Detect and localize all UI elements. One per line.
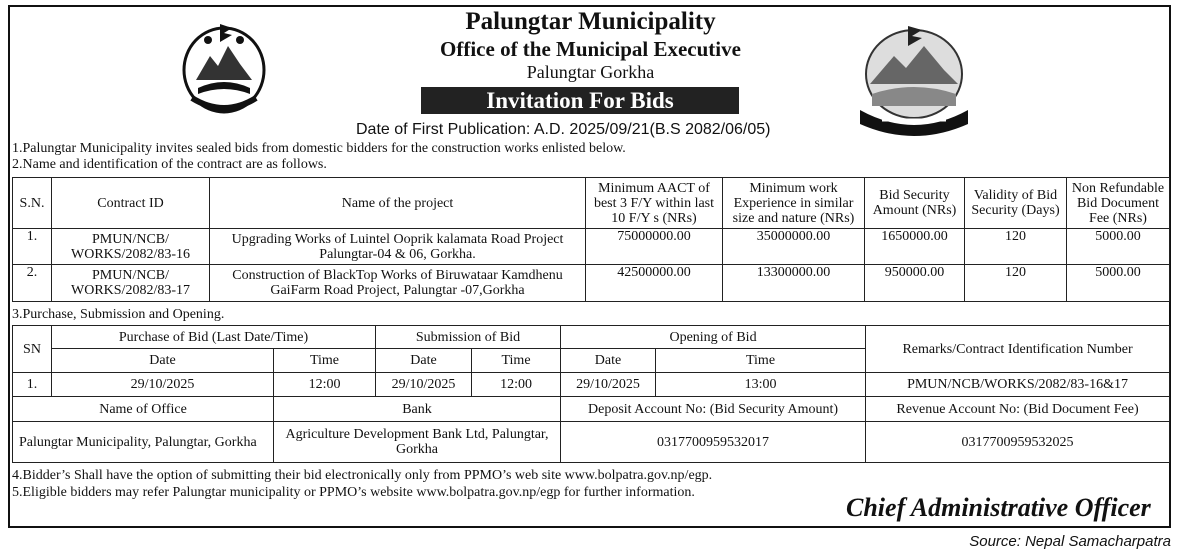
contracts-table bbox=[12, 177, 1170, 302]
note-5: 5.Eligible bidders may refer Palungtar municipality or PPMO’s website www.bolpatra.gov.np/egp for further information. bbox=[12, 485, 695, 500]
purchase-header: Purchase of Bid (Last Date/Time) bbox=[52, 326, 376, 349]
opening-time: 13:00 bbox=[656, 373, 866, 397]
note-1: 1.Palungtar Municipality invites sealed bids from domestic bidders for the construction works enlisted below. bbox=[12, 141, 626, 156]
submission-date-header: Date bbox=[376, 349, 472, 373]
purchase-date: 29/10/2025 bbox=[52, 373, 274, 397]
invitation-banner: Invitation For Bids bbox=[421, 87, 739, 114]
note-4: 4.Bidder’s Shall have the option of submitting their bid electronically only from PPMO’s web site www.bolpatra.gov.np/egp. bbox=[12, 468, 713, 483]
cell-project-name: Upgrading Works of Luintel Ooprik kalamata Road Project Palungtar-04 & 06, Gorkha. bbox=[210, 229, 586, 265]
cell-validity: 120 bbox=[965, 229, 1067, 265]
header-bid-security: Bid Security Amount (NRs) bbox=[865, 178, 965, 229]
office-name-header: Name of Office bbox=[13, 397, 274, 422]
header-contract-id: Contract ID bbox=[52, 178, 210, 229]
cell-bid-security: 1650000.00 bbox=[865, 229, 965, 265]
purchase-date-header: Date bbox=[52, 349, 274, 373]
cell-work-experience: 35000000.00 bbox=[723, 229, 865, 265]
submission-date: 29/10/2025 bbox=[376, 373, 472, 397]
header-document-fee: Non Refundable Bid Document Fee (NRs) bbox=[1067, 178, 1170, 229]
cell-validity: 120 bbox=[965, 265, 1067, 302]
header-project-name: Name of the project bbox=[210, 178, 586, 229]
office-place: Palungtar Gorkha bbox=[526, 62, 655, 82]
submission-header: Submission of Bid bbox=[376, 326, 561, 349]
remarks-header: Remarks/Contract Identification Number bbox=[866, 326, 1170, 373]
submission-time: 12:00 bbox=[472, 373, 561, 397]
opening-header: Opening of Bid bbox=[561, 326, 866, 349]
opening-date: 29/10/2025 bbox=[561, 373, 656, 397]
schedule-table bbox=[12, 325, 1170, 463]
table-row bbox=[13, 265, 1170, 302]
table-row bbox=[13, 373, 1170, 397]
cell-aact: 75000000.00 bbox=[586, 229, 723, 265]
header-validity: Validity of Bid Security (Days) bbox=[965, 178, 1067, 229]
cell-sn: 2. bbox=[13, 265, 52, 302]
contract-identification: PMUN/NCB/WORKS/2082/83-16&17 bbox=[866, 373, 1170, 397]
cell-sn: 1. bbox=[13, 229, 52, 265]
table-row bbox=[13, 229, 1170, 265]
cell-bid-security: 950000.00 bbox=[865, 265, 965, 302]
purchase-time: 12:00 bbox=[274, 373, 376, 397]
opening-date-header: Date bbox=[561, 349, 656, 373]
deposit-account-number: 0317700959532017 bbox=[561, 422, 866, 463]
signature-title: Chief Administrative Officer bbox=[846, 493, 1151, 522]
cell-work-experience: 13300000.00 bbox=[723, 265, 865, 302]
publication-date: Date of First Publication: A.D. 2025/09/21(B.S 2082/06/05) bbox=[356, 121, 771, 138]
schedule-sn: 1. bbox=[13, 373, 52, 397]
bank-name: Agriculture Development Bank Ltd, Palungtar, Gorkha bbox=[274, 422, 561, 463]
cell-aact: 42500000.00 bbox=[586, 265, 723, 302]
header-sn: S.N. bbox=[13, 178, 52, 229]
municipality-title: Palungtar Municipality bbox=[465, 8, 716, 35]
revenue-account-header: Revenue Account No: (Bid Document Fee) bbox=[866, 397, 1170, 422]
submission-time-header: Time bbox=[472, 349, 561, 373]
purchase-time-header: Time bbox=[274, 349, 376, 373]
cell-contract-id: PMUN/NCB/ WORKS/2082/83-16 bbox=[52, 229, 210, 265]
source-credit: Source: Nepal Samacharpatra bbox=[969, 533, 1171, 550]
bank-header: Bank bbox=[274, 397, 561, 422]
revenue-account-number: 0317700959532025 bbox=[866, 422, 1170, 463]
note-2: 2.Name and identification of the contract are as follows. bbox=[12, 157, 327, 172]
opening-time-header: Time bbox=[656, 349, 866, 373]
cell-document-fee: 5000.00 bbox=[1067, 265, 1170, 302]
deposit-account-header: Deposit Account No: (Bid Security Amount) bbox=[561, 397, 866, 422]
cell-project-name: Construction of BlackTop Works of Biruwataar Kamdhenu GaiFarm Road Project, Palungtar -07,Gorkha bbox=[210, 265, 586, 302]
office-name: Palungtar Municipality, Palungtar, Gorkha bbox=[13, 422, 274, 463]
cell-contract-id: PMUN/NCB/ WORKS/2082/83-17 bbox=[52, 265, 210, 302]
schedule-sn-header: SN bbox=[13, 326, 52, 373]
cell-document-fee: 5000.00 bbox=[1067, 229, 1170, 265]
header-aact: Minimum AACT of best 3 F/Y within last 10 F/Y s (NRs) bbox=[586, 178, 723, 229]
note-3: 3.Purchase, Submission and Opening. bbox=[12, 307, 225, 322]
contracts-header-row bbox=[13, 178, 1170, 229]
header-work-experience: Minimum work Experience in similar size and nature (NRs) bbox=[723, 178, 865, 229]
office-title: Office of the Municipal Executive bbox=[440, 37, 741, 61]
